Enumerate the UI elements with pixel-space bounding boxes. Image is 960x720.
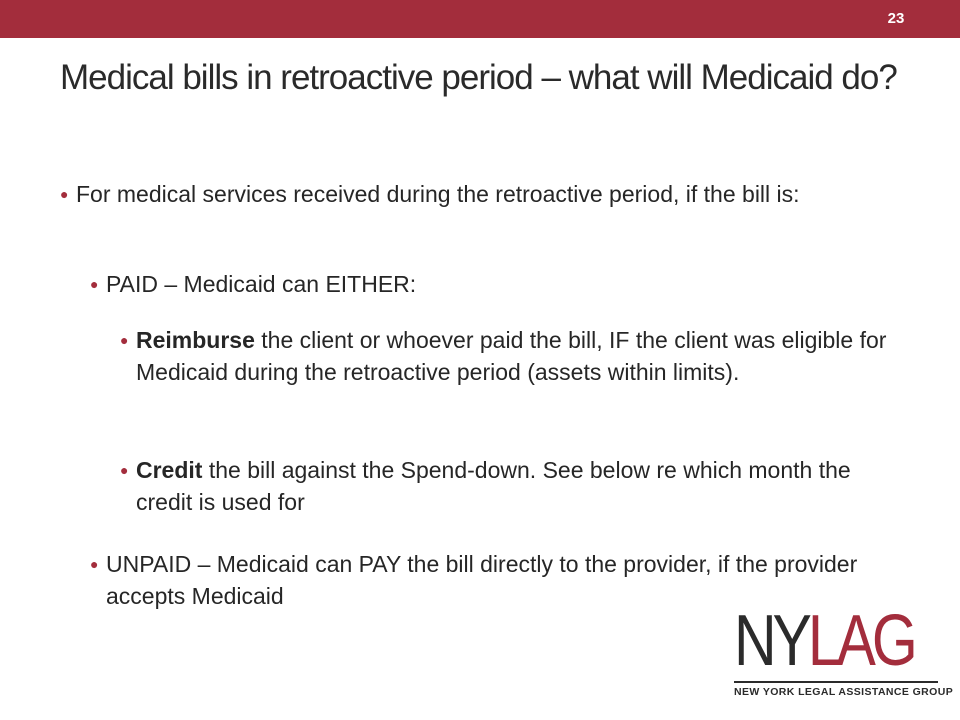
bold-term: Reimburse	[136, 327, 255, 353]
nylag-logo	[734, 601, 954, 700]
bullet-text: PAID – Medicaid can EITHER:	[106, 271, 417, 297]
bullet-dot-icon: ●	[120, 332, 129, 348]
bullet-dot-icon: ●	[90, 556, 99, 572]
bullet-text: For medical services received during the retroactive period, if the bill is:	[76, 181, 800, 207]
logo-lag: LAG	[807, 601, 914, 681]
logo-ny: NY	[734, 601, 808, 681]
bullet-credit	[120, 454, 910, 518]
bullet-paid	[90, 268, 890, 300]
bullet-dot-icon: ●	[120, 462, 129, 478]
bullet-level1	[60, 178, 890, 210]
top-banner	[0, 0, 960, 38]
logo-letters	[734, 601, 914, 681]
bullet-text	[120, 324, 910, 388]
bullet-reimburse	[120, 324, 910, 388]
bullet-rest: the bill against the Spend-down. See below re which month the credit is used for	[136, 457, 851, 515]
bullet-dot-icon: ●	[60, 186, 69, 202]
bold-term: Credit	[136, 457, 203, 483]
bullet-text	[120, 454, 910, 518]
bullet-dot-icon: ●	[90, 276, 99, 292]
bullet-text: UNPAID – Medicaid can PAY the bill directly to the provider, if the provider accepts Medicaid	[106, 551, 858, 609]
slide-number: 23	[887, 10, 905, 27]
bullet-rest: the client or whoever paid the bill, IF the client was eligible for Medicaid during the retroactive period (assets within limits).	[136, 327, 887, 385]
slide-title: Medical bills in retroactive period – what will Medicaid do?	[60, 58, 897, 97]
logo-subtitle: NEW YORK LEGAL ASSISTANCE GROUP	[734, 681, 938, 698]
